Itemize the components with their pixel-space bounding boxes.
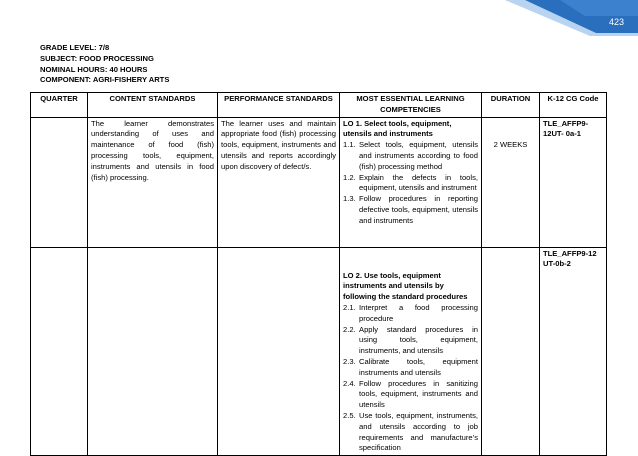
item-text: Follow procedures in reporting defective tools, equipment, utensils and instruments [359, 194, 478, 225]
lo-title: LO 2. Use tools, equipment instruments and utensils by following the standard procedures [343, 270, 468, 302]
competencies-cell [340, 117, 482, 247]
table-header-row [31, 93, 607, 118]
list-item [343, 303, 478, 325]
list-item [343, 173, 478, 195]
item-number: 2.4. [343, 378, 356, 388]
document-header [40, 43, 169, 86]
subject: SUBJECT: FOOD PROCESSING [40, 53, 154, 63]
item-text: Calibrate tools, equipment instruments and utensils [359, 356, 478, 377]
lo-title: LO 1. Select tools, equipment, utensils and instruments [343, 118, 452, 139]
quarter-cell [31, 247, 88, 456]
list-item [343, 357, 478, 379]
item-number: 2.5. [343, 410, 356, 420]
performance-standards-cell [218, 247, 340, 456]
grade-level: GRADE LEVEL: 7/8 [40, 43, 110, 52]
header-quarter: QUARTER [31, 93, 88, 118]
item-number: 1.1. [343, 140, 356, 150]
item-text: Select tools, equipment, utensils and instruments according to food (fish) processing method [359, 140, 478, 171]
duration-cell [482, 247, 540, 456]
item-text: Use tools, equipment, instruments, and utensils according to job requirements and manufacture’s specification [359, 410, 478, 453]
item-number: 2.3. [343, 356, 356, 366]
header-performance-standards: PERFORMANCE STANDARDS [218, 93, 340, 118]
component: COMPONENT: AGRI-FISHERY ARTS [40, 75, 170, 85]
duration-cell [482, 117, 540, 247]
item-text: Interpret a food processing procedure [359, 302, 478, 323]
duration-value: 2 WEEKS [493, 139, 528, 149]
table-row [31, 247, 607, 456]
code-cell: TLE_AFFP9-12UT- 0a-1 [540, 117, 607, 247]
list-item [343, 140, 478, 172]
list-item [343, 325, 478, 357]
header-content-standards: CONTENT STANDARDS [88, 93, 218, 118]
performance-standards-cell: The learner uses and maintain appropriate food (fish) processing tools, equipment, instruments and utensils and reports accordingly upon discovery of defect/s. [218, 117, 340, 247]
header-duration: DURATION [482, 93, 540, 118]
item-text: Follow procedures in sanitizing tools, equipment, instruments and utensils [359, 378, 478, 410]
list-item [343, 411, 478, 454]
list-item [343, 379, 478, 411]
competency-list [343, 303, 478, 454]
curriculum-table [30, 92, 607, 456]
content-standards-cell: The learner demonstrates understanding of uses and maintenance of food (fish) processing tools, equipment, instruments and utensils in food (fish) processing. [88, 117, 218, 247]
item-number: 2.1. [343, 302, 356, 312]
competencies-cell [340, 247, 482, 456]
header-competencies: MOST ESSENTIAL LEARNING COMPETENCIES [340, 93, 482, 118]
quarter-cell [31, 117, 88, 247]
list-item [343, 194, 478, 226]
competency-list [343, 140, 478, 226]
table-row [31, 117, 607, 247]
item-number: 2.2. [343, 324, 356, 334]
item-text: Apply standard procedures in using tools, equipment, instruments, and utensils [359, 324, 478, 356]
header-code: K-12 CG Code [540, 93, 607, 118]
content-standards-cell [88, 247, 218, 456]
item-text: Explain the defects in tools, equipment, utensils and instrument [359, 172, 478, 193]
nominal-hours: NOMINAL HOURS: 40 HOURS [40, 64, 148, 74]
item-number: 1.2. [343, 172, 356, 182]
code-cell: TLE_AFFP9-12 UT-0b-2 [540, 247, 607, 456]
page-number: 423 [608, 17, 624, 27]
item-number: 1.3. [343, 194, 356, 204]
